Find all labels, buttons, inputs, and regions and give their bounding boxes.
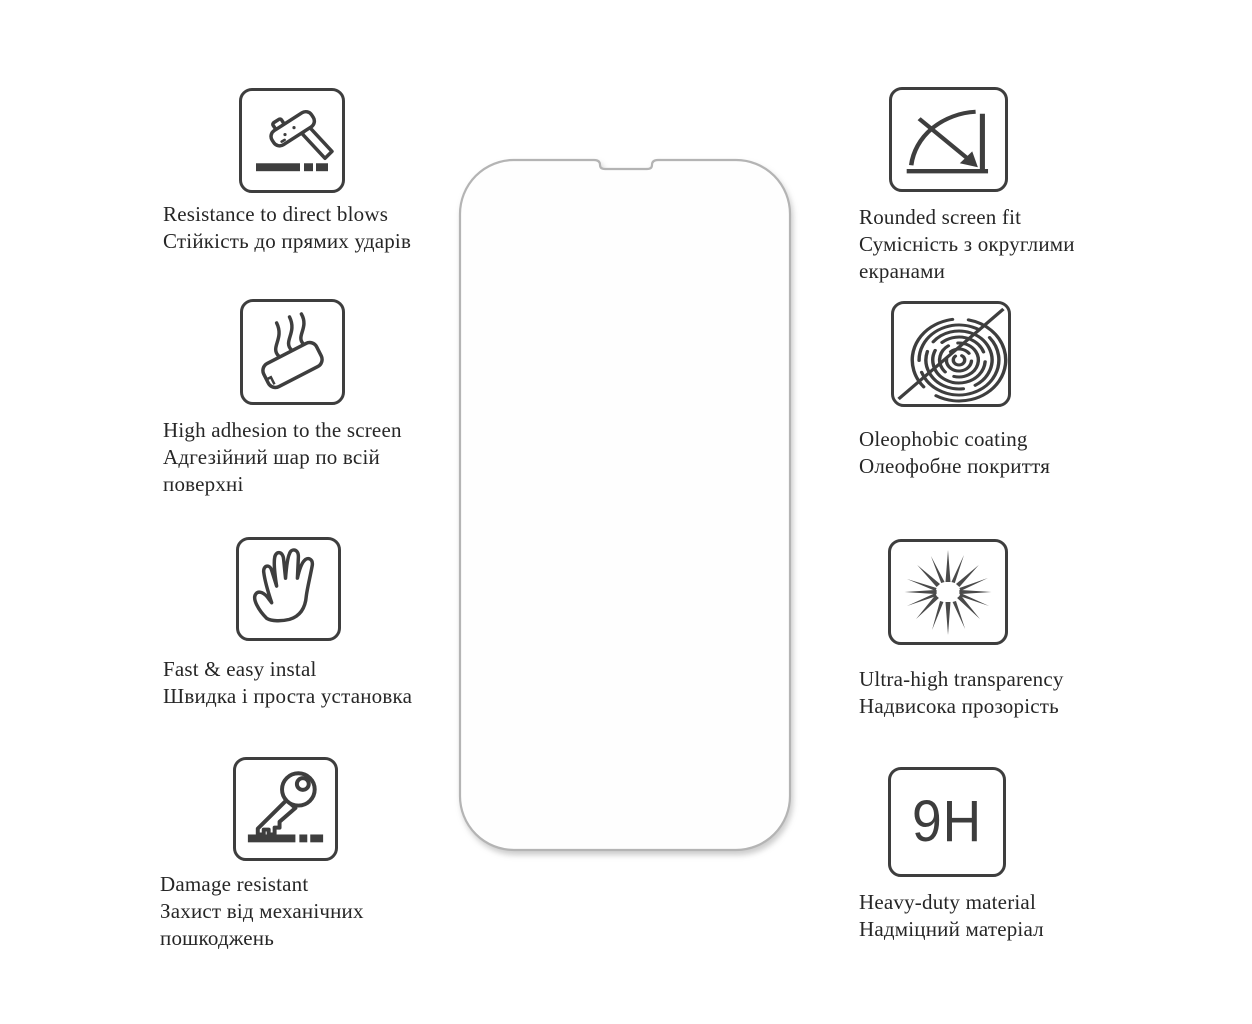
feature-damage-caption bbox=[160, 871, 364, 952]
feature-label-ua: Адгезійний шар по всій bbox=[163, 445, 380, 469]
hammer-icon bbox=[239, 88, 345, 193]
hand-icon bbox=[236, 537, 341, 641]
feature-impact-caption bbox=[163, 201, 411, 255]
feature-label-en: Damage resistant bbox=[160, 872, 309, 896]
feature-label-en: Ultra-high transparency bbox=[859, 667, 1064, 691]
feature-label-ua: поверхні bbox=[163, 472, 244, 496]
feature-rounded-caption bbox=[859, 204, 1109, 285]
feature-label-ua: Стійкість до прямих ударів bbox=[163, 229, 412, 253]
feature-label-ua: Олеофобне покриття bbox=[859, 454, 1051, 478]
feature-label-en: Heavy-duty material bbox=[859, 890, 1036, 914]
feature-oleophobic-caption bbox=[859, 426, 1050, 480]
feature-label-en: Fast & easy instal bbox=[163, 657, 317, 681]
fingerprint-icon bbox=[891, 301, 1011, 407]
feature-install-caption bbox=[163, 656, 412, 710]
starburst-icon bbox=[888, 539, 1008, 645]
screen-protector-illustration bbox=[448, 150, 802, 864]
feature-label-ua: пошкоджень bbox=[160, 926, 274, 950]
feature-label-ua: Сумісність з округлими bbox=[859, 232, 1075, 256]
feature-label-en: Rounded screen fit bbox=[859, 205, 1022, 229]
feature-label-ua: Швидка і проста установка bbox=[163, 684, 413, 708]
key-scratch-icon bbox=[233, 757, 338, 861]
hardness-9h-icon bbox=[888, 767, 1006, 877]
feature-label-ua: Надвисока прозорість bbox=[859, 694, 1059, 718]
feature-adhesion-caption bbox=[163, 417, 402, 498]
feature-label-ua: Захист від механічних bbox=[160, 899, 364, 923]
feature-material-caption bbox=[859, 889, 1044, 943]
feature-label-en: High adhesion to the screen bbox=[163, 418, 402, 442]
feature-label-ua: Надміцний матеріал bbox=[859, 917, 1044, 941]
adhesive-phone-icon bbox=[240, 299, 345, 405]
hardness-badge: 9H bbox=[911, 789, 983, 854]
feature-label-en: Oleophobic coating bbox=[859, 427, 1028, 451]
feature-label-en: Resistance to direct blows bbox=[163, 202, 389, 226]
rounded-corner-arrow-icon bbox=[889, 87, 1008, 192]
feature-transparency-caption bbox=[859, 666, 1064, 720]
feature-label-ua: екранами bbox=[859, 259, 946, 283]
